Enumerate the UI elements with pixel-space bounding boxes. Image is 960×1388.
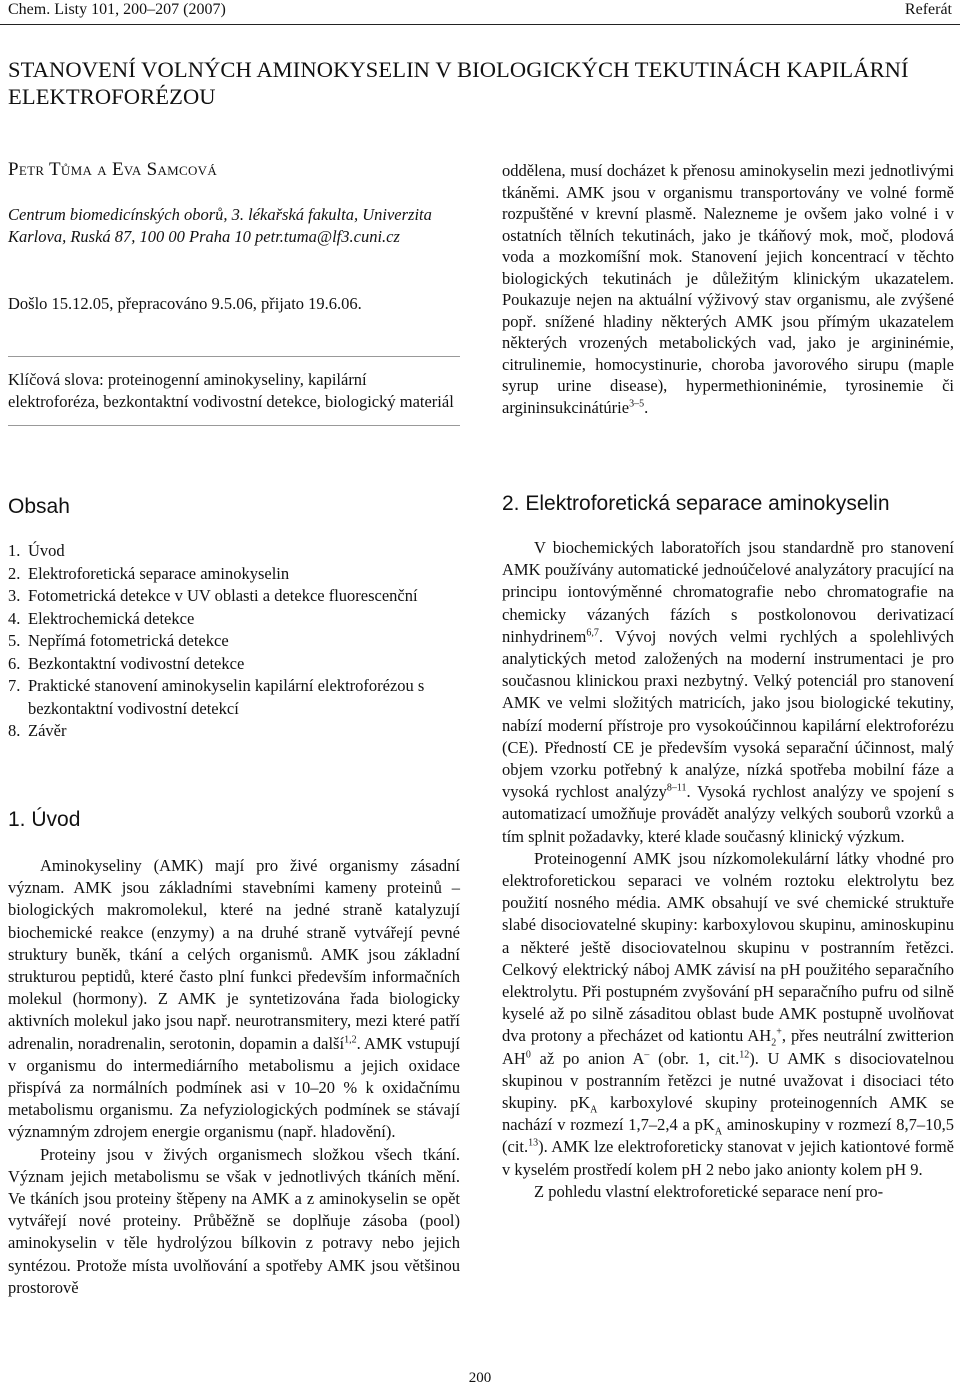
paragraph: Proteiny jsou v živých organismech složkou všech tkání. Význam jejich metabolismu se však v jednotlivých tkáních mění. Ve tkáních jsou proteiny štěpeny na AMK a z aminokyselin se opět vytvářejí nové proteiny. Průběžně se doplňuje zásoba (pool) aminokyselin v těle hydrolýzou bílkovin z potravy nebo jejich syntézou. Protože místa uvolňování a spotřeby AMK jsou většinou prostorově — [8, 1144, 460, 1297]
page-number: 200 — [468, 1370, 492, 1386]
toc-item: 4. Elektrochemická detekce — [8, 608, 195, 628]
header-rule — [0, 24, 960, 25]
paragraph: V biochemických laboratořích jsou standardně pro stanovení AMK používány automatické jednoúčelové analyzátory pracující na principu iontovýměnné chromatografie nebo chromatografie na chemicky vázaných fázích s postkolonovou derivatizací ninhydrinem$^{6,7}$. Vývoj nových velmi rychlých a spolehlivých analytických metod založených na moderní instrumentaci je pro současnou klinickou praxi nezbytný. Velký potenciál pro stanovení AMK ve velmi složitých matricích, jako jsou biologické tekutiny, nabízí moderní přístroje pro vysokoúčinnou kapilární elektroforézu (CE). Předností CE je především vysoká separační účinnost, malý objem vzorku potřebný k analýze, nízká spotřeba mobilní fáze a vysoká rychlost analýzy$^{8-11}$. Vysoká rychlost analýzy ve spojení s automatizací umožňuje provádět analýzy velkých souborů vzorků a tím splnit požadavky, které klade současný klinický výzkum. — [502, 538, 954, 846]
section-2-body — [502, 537, 954, 1203]
authors: Petr Tůma a Eva Samcová — [8, 159, 218, 180]
citation: 12 — [739, 1049, 750, 1061]
right-column-intro: oddělena, musí docházet k přenosu aminokyselin mezi jednotlivými tkáněmi. AMK jsou v organismu transportovány ve volné formě rozpuštěné v krevní plasmě. Nalezneme je ovšem jako volné i v ostatních tělních tekutinách, jako je tkáňový mok, moč, plodová voda a mozkomíšní mok. Stanovení jejich koncentrací v těchto biologických tekutinách je důležitým klinickým ukazatelem. Poukazuje nejen na aktuální výživový stav organismu, ale zvýšené popř. snížené hladiny některých AMK jsou přímým ukazatelem některých vrozených metabolických vad, jako je argininémie, citrulinemie, homocystinurie, choroba javorového sirupu (maple syrup urine disease), hypermethioninémie, tyrosinemie či argininsukcinátúrie$^{3-5}$. — [502, 161, 954, 417]
citation: 3–5 — [629, 398, 645, 409]
section-1-body — [8, 855, 460, 1299]
citation: 6,7 — [586, 627, 599, 639]
affiliation: Centrum biomedicínských oborů, 3. lékařská fakulta, Univerzita Karlova, Ruská 87, 100 00 Praha 10 petr.tuma@lf3.cuni.cz — [8, 205, 432, 246]
keywords-box — [8, 356, 460, 426]
paragraph: Z pohledu vlastní elektroforetické separace není pro- — [534, 1181, 884, 1201]
paragraph: Proteinogenní AMK jsou nízkomolekulární látky vhodné pro elektroforetickou separaci ve volném roztoku elektrolytu bez použití nosného média. AMK obsahují ve své chemické struktuře slabé disociovatelné skupiny: karboxylovou skupinu, aminoskupinu a některé ještě disociovatelnou skupinu v postranním řetězci. Celkový elektrický náboj AMK závisí na pH použitého separačního elektrolytu. Při postupném zvyšování pH separačního pufru od silně kyselé až po silně zásaditou oblast bude AMK postupně uvolňovat dva protony a přecházet od kationtu $AH_2^+$, přes neutrální zwitterion $AH^0$ až po anion A– (obr. 1, cit.$^{12}$). U AMK s disociovatelnou skupinou v postranním řetězci je nutné uvažovat i disociaci této skupiny. $pK_A$ karboxylové skupiny proteinogenních AMK se nachází v rozmezí 1,7–2,4 a $pK_A$ aminoskupiny v rozmezí 8,7–10,5 (cit.$^{13}$). AMK lze elektroforeticky stanovat v jejich kationtové formě v kyselém prostředí kolem pH 2 nebo jako anionty kolem pH 9. — [502, 848, 955, 1179]
journal-citation: Chem. Listy 101, 200–207 (2007) — [8, 1, 226, 18]
keywords: Klíčová slova: proteinogenní aminokyseliny, kapilární elektroforéza, bezkontaktní vodivostní detekce, biologický materiál — [8, 370, 454, 411]
received-dates: Došlo 15.12.05, přepracováno 9.5.06, přijato 19.6.06. — [8, 294, 362, 313]
section-label: Referát — [904, 1, 952, 18]
section-2-heading: 2. Elektroforetická separace aminokyselin — [502, 492, 890, 515]
citation: 13 — [528, 1137, 539, 1149]
toc-item: 1. Úvod — [8, 541, 65, 560]
toc-item: 8. Závěr — [8, 721, 67, 740]
intro-text: oddělena, musí docházet k přenosu aminokyselin mezi jednotlivými tkáněmi. AMK jsou v organismu transportovány ve volné formě rozpuštěné v krevní plasmě. Nalezneme je ovšem jako volné i v ostatních tělních tekutinách, jako je tkáňový mok, moč, plodová voda a mozkomíšní mok. Stanovení jejich koncentrací v těchto biologických tekutinách je důležitým klinickým ukazatelem. Poukazuje nejen na aktuální výživový stav organismu, ale zvýšené popř. snížené hladiny některých AMK jsou přímým ukazatelem některých vrozených metabolických vad, jako je argininémie, citrulinemie, homocystinurie, choroba javorového sirupu (maple syrup urine disease), hypermethioninémie, tyrosinemie či argininsukcinátúrie — [502, 161, 954, 417]
toc-item: 7. Praktické stanovení aminokyselin kapilární elektroforézou s bezkontaktní vodivostní detekcí — [8, 676, 425, 718]
section-1-heading: 1. Úvod — [8, 808, 81, 831]
toc-item: 5. Nepřímá fotometrická detekce — [8, 631, 229, 650]
article-title: STANOVENÍ VOLNÝCH AMINOKYSELIN V BIOLOGICKÝCH TEKUTINÁCH KAPILÁRNÍ ELEKTROFORÉZOU — [8, 57, 909, 109]
citation: 1,2 — [344, 1034, 357, 1046]
toc-item: 6. Bezkontaktní vodivostní detekce — [8, 653, 245, 673]
paragraph: Aminokyseliny (AMK) mají pro živé organismy zásadní význam. AMK jsou základními stavebními kameny proteinů – biologických makromolekul, které na jedné straně katalyzují biochemické reakce (enzymy) a na druhé straně vytvářejí pevné struktury buněk, tkání a celých organismů. AMK jsou základní strukturou peptidů, které často plní funkci především informačních molekul (hormony). Z AMK je syntetizována řada biologicky aktivních molekul jako jsou např. neurotransmitery, mezi které patří adrenalin, noradrenalin, serotonin, dopamin a další$^{1,2}$. AMK vstupují v organismu do intermediárního metabolismu a jejich oxidace přispívá za normálních podmínek asi v 10–20 % k oxidačnímu metabolismu organismu. Za nefyziologických podmínek se stávají významným zdrojem energie organismu (např. hladovění). — [8, 856, 460, 1142]
citation: 8–11 — [666, 782, 687, 794]
toc-item: 3. Fotometrická detekce v UV oblasti a detekce fluorescenční — [8, 586, 418, 605]
running-header — [0, 0, 960, 26]
table-of-contents — [8, 540, 468, 743]
toc-item: 2. Elektroforetická separace aminokyselin — [8, 563, 290, 583]
toc-heading: Obsah — [8, 495, 70, 518]
